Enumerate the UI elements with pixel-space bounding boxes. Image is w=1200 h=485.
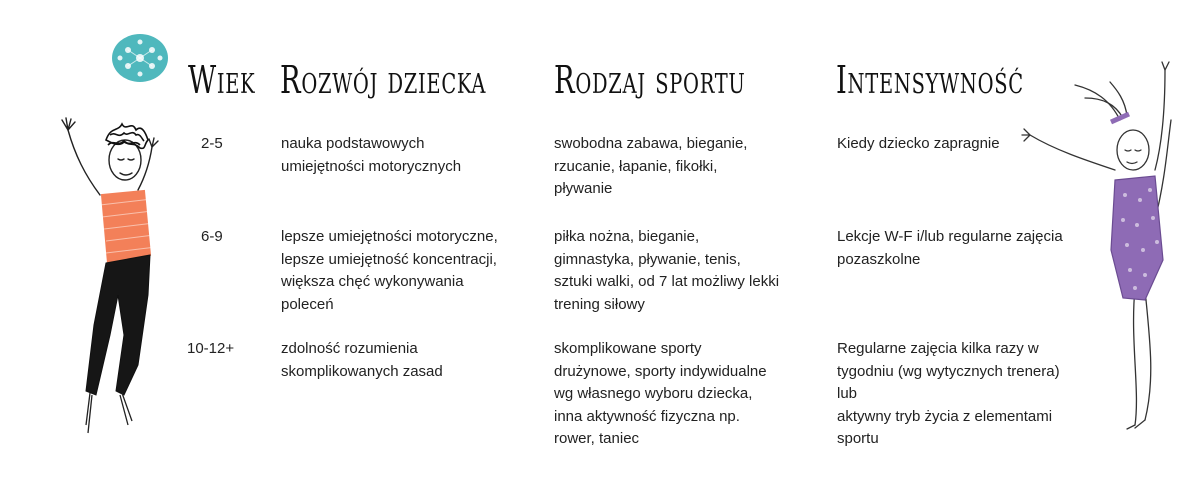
row-2-sport: piłka nożna, bieganie, gimnastyka, pływanie, tenis, sztuki walki, od 7 lat możliwy lekki trening siłowy xyxy=(554,228,780,313)
jumping-boy-illustration xyxy=(40,95,170,440)
ball-icon xyxy=(110,32,170,84)
header-intensity: Intensywność xyxy=(836,58,1024,102)
row-1-sport: swobodna zabawa, bieganie, rzucanie, łapanie, fikołki, pływanie xyxy=(554,135,748,197)
header-age: Wiek xyxy=(188,58,256,102)
row-2-age: 6-9 xyxy=(201,228,223,245)
row-2-intensity: Lekcje W-F i/lub regularne zajęcia pozaszkolne xyxy=(837,228,1063,268)
row-1-age: 2-5 xyxy=(201,135,223,152)
row-3-sport: skomplikowane sporty drużynowe, sporty indywidualne wg własnego wyboru dziecka, inna aktywność fizyczna np. rower, taniec xyxy=(554,340,767,447)
header-development: Rozwój dziecka xyxy=(280,58,487,102)
row-1-intensity: Kiedy dziecko zapragnie xyxy=(837,135,1000,152)
row-3-development: zdolność rozumienia skomplikowanych zasad xyxy=(281,340,443,380)
row-1-development: nauka podstawowych umiejętności motorycznych xyxy=(281,135,462,175)
row-2-development: lepsze umiejętności motoryczne, lepsze umiejętność koncentracji, większa chęć wykonywania poleceń xyxy=(281,228,498,313)
header-sport: Rodzaj sportu xyxy=(554,58,746,102)
row-3-intensity: Regularne zajęcia kilka razy w tygodniu (wg wytycznych trenera) lub aktywny tryb życia z elementami sportu xyxy=(837,340,1060,447)
row-3-age: 10-12+ xyxy=(187,340,235,357)
